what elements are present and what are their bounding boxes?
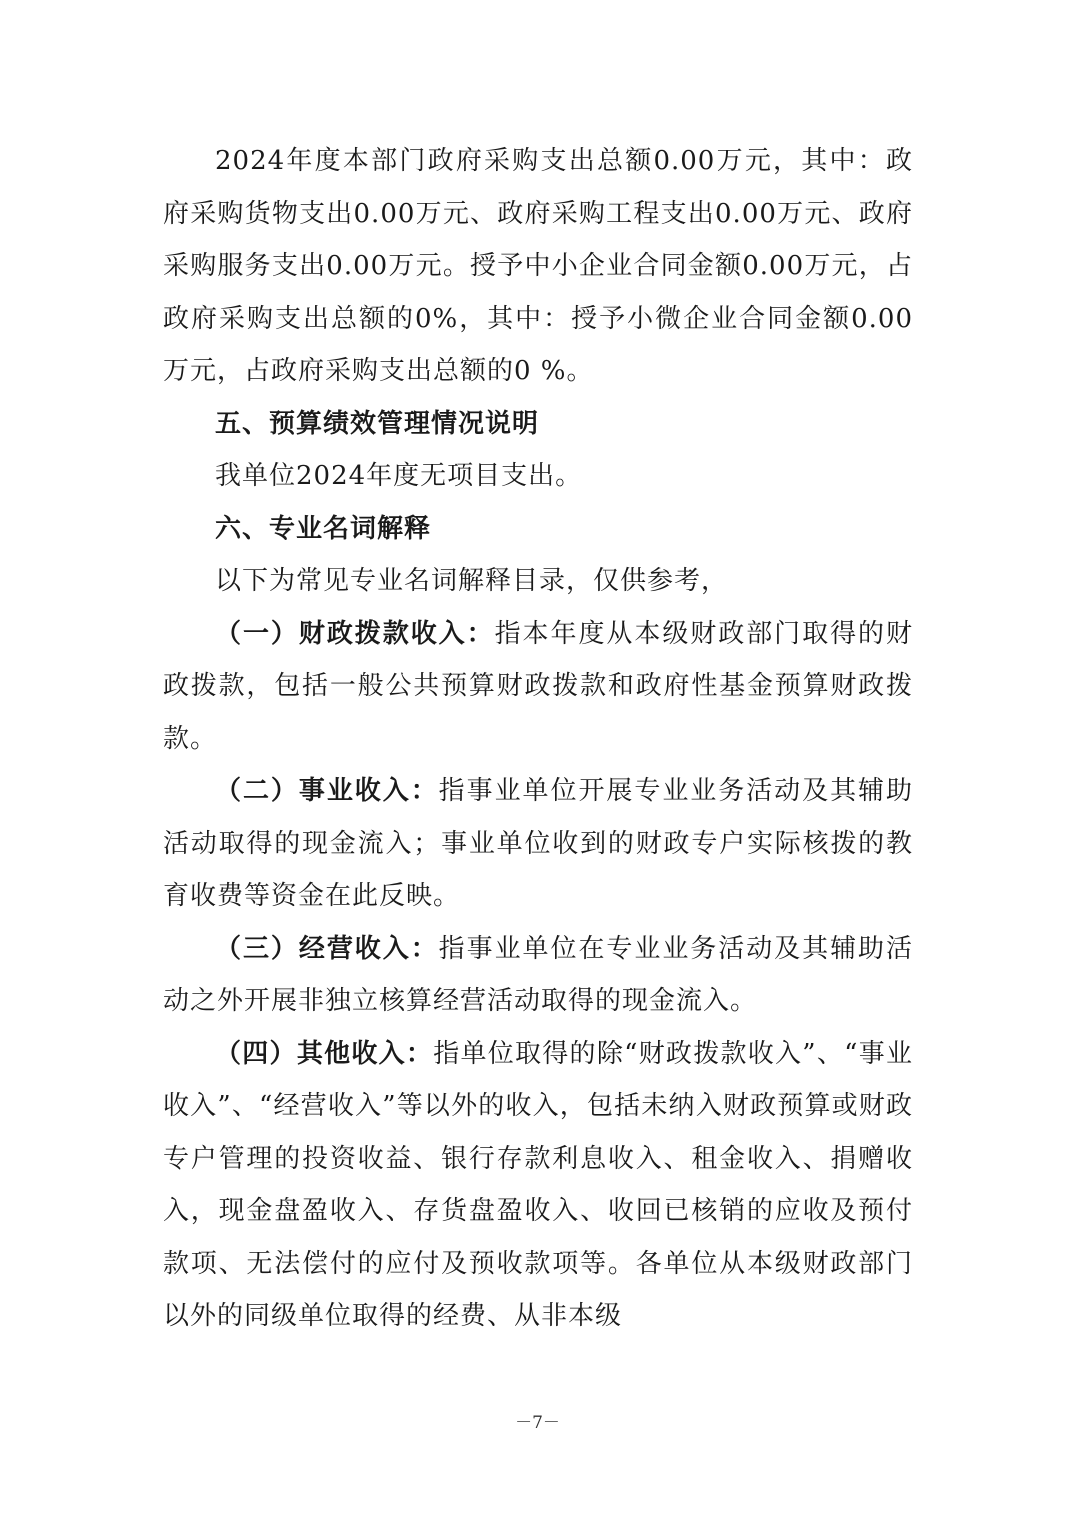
section-6-intro: 以下为常见专业名词解释目录，仅供参考，	[215, 566, 729, 596]
definition-operating-income	[163, 923, 913, 1028]
definition-fiscal-appropriation	[163, 608, 913, 766]
definition-text: 指事业单位在专业业务活动及其辅助活动之外开展非独立核算经营活动取得的现金流入。	[163, 933, 913, 1016]
definition-text: 指事业单位开展专业业务活动及其辅助活动取得的现金流入；事业单位收到的财政专户实际核拨的教育收费等资金在此反映。	[163, 776, 913, 911]
procurement-paragraph: 2024年度本部门政府采购支出总额0.00万元，其中：政府采购货物支出0.00万元、政府采购工程支出0.00万元、政府采购服务支出0.00万元。授予中小企业合同金额0.00万元，占政府采购支出总额的0%，其中：授予小微企业合同金额0.00万元，占政府采购支出总额的0 %。	[163, 146, 913, 386]
definition-term: （三）经营收入：	[215, 933, 439, 964]
section-6-heading: 六、专业名词解释	[215, 513, 432, 544]
section-5-body: 我单位2024年度无项目支出。	[215, 461, 583, 491]
definition-term: （一）财政拨款收入：	[215, 618, 495, 649]
document-body	[163, 135, 913, 1343]
definition-other-income	[163, 1028, 913, 1343]
definition-term: （四）其他收入：	[215, 1038, 434, 1069]
definition-text: 指单位取得的除“财政拨款收入”、“事业收入”、“经营收入”等以外的收入，包括未纳入财政预算或财政专户管理的投资收益、银行存款利息收入、租金收入、捐赠收入，现金盘盈收入、存货盘盈收入、收回已核销的应收及预付款项、无法偿付的应付及预收款项等。各单位从本级财政部门以外的同级单位取得的经费、从非本级	[163, 1038, 913, 1331]
section-5-heading: 五、预算绩效管理情况说明	[215, 408, 540, 439]
definition-term: （二）事业收入：	[215, 776, 439, 806]
definition-business-income	[163, 765, 913, 923]
page-number: －7－	[515, 1413, 560, 1433]
definition-text: 指本年度从本级财政部门取得的财政拨款，包括一般公共预算财政拨款和政府性基金预算财政拨款。	[163, 618, 913, 754]
